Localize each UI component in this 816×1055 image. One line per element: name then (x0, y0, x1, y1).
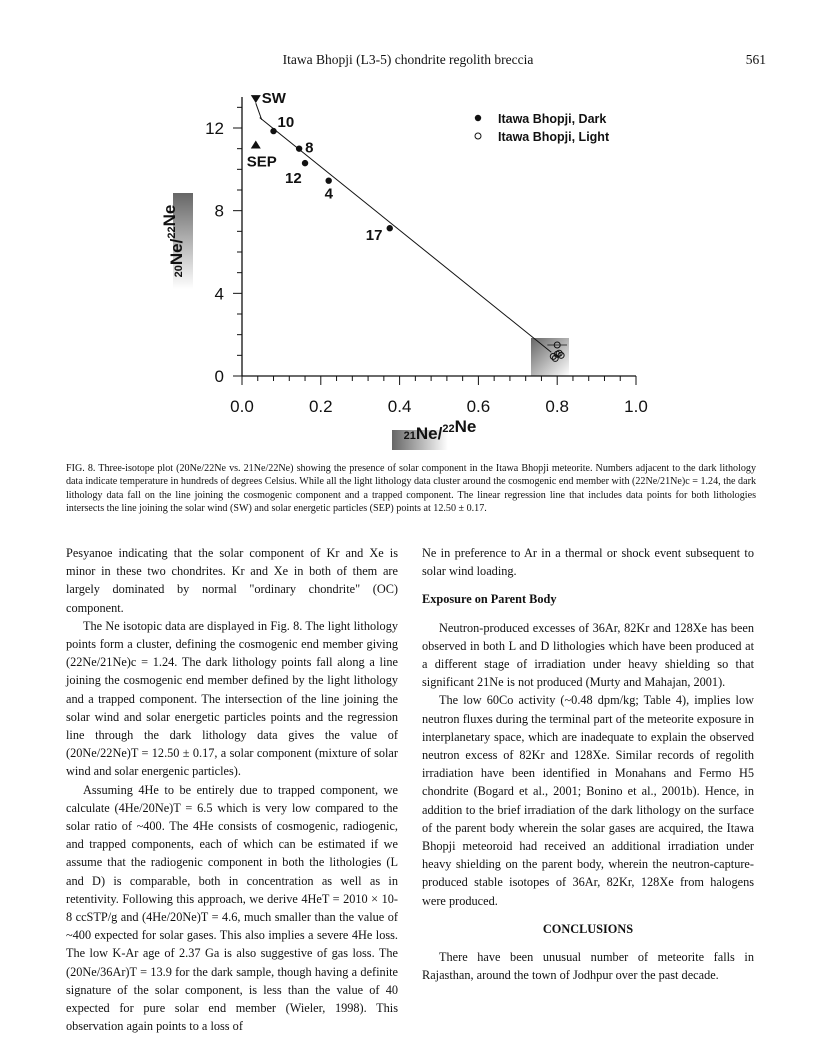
section-heading-exposure: Exposure on Parent Body (422, 592, 557, 607)
temperature-label: 17 (365, 227, 383, 245)
x-tick-label: 0.8 (545, 397, 570, 416)
legend-light-marker (475, 133, 481, 139)
section-heading-conclusions: CONCLUSIONS (542, 921, 634, 936)
temperature-label: 4 (324, 185, 334, 203)
three-isotope-chart (0, 0, 816, 460)
sep-marker (251, 141, 261, 149)
temperature-label: 12 (285, 170, 302, 188)
figure-caption (66, 462, 756, 516)
y-tick-label: 8 (214, 201, 224, 221)
right-paragraph-4: There have been unusual number of meteorite falls in Rajasthan, around the town of Jodhpur over the past decade. (422, 950, 754, 983)
temperature-label: 10 (277, 114, 295, 132)
dark-point (270, 128, 276, 134)
sep-label: SEP (246, 153, 277, 171)
legend-dark-label: Itawa Bhopji, Dark (498, 112, 607, 126)
dark-point (302, 160, 308, 166)
x-tick-label: 0.4 (387, 397, 412, 416)
legend-light-label: Itawa Bhopji, Light (498, 130, 610, 144)
regression-line (260, 118, 552, 353)
temperature-label: 8 (305, 139, 314, 157)
left-paragraph-2: The Ne isotopic data are displayed in Fig. 8. The light lithology points form a cluster, defining the cosmogenic end member giving (22Ne/21Ne)c = 1.24. The dark lithology points fall along a line joining the cosmogenic end member defined by the light lithology and a trapped component. The intersection of the line joining the solar wind and solar energetic particles points and the regression line through the dark lithology data gives the value of (20Ne/22Ne)T = 12.50 ± 0.17, a solar component (mixture of solar wind and solar energenic particles). (66, 618, 398, 779)
x-tick-label: 0.0 (230, 397, 254, 416)
caption-text: FIG. 8. Three-isotope plot (20Ne/22Ne vs. 21Ne/22Ne) showing the presence of solar component in the Itawa Bhopji meteorite. Numbers adjacent to the dark lithology data indicate temperature in hundreds of degrees Celsius. While all the light lithology data cluster around the cosmogenic end member with (22Ne/21Ne)c = 1.24, the dark lithology data fall on the line joining the cosmogenic component and a trapped component. The linear regression line that includes data points for both lithologies intersects the line joining the solar wind (SW) and solar energetic particles (SEP) points at 12.50 ± 0.17. (66, 463, 756, 515)
x-axis-label: $^{21}$Ne/$^{22}$Ne (403, 417, 477, 443)
right-paragraph-1: Ne in preference to Ar in a thermal or shock event subsequent to solar wind loading. (422, 546, 754, 579)
right-paragraph-2: Neutron-produced excesses of 36Ar, 82Kr and 128Xe has been observed in both L and D lithologies which have been produced at a different stage of irradiation under heavy shielding so that significant 21Ne is not produced (Murty and Mahajan, 2001). (422, 620, 754, 690)
dark-point (325, 178, 331, 184)
y-axis-label: $^{20}$Ne/$^{22}$Ne (160, 204, 186, 278)
sw-marker (251, 95, 261, 103)
dark-point (387, 225, 393, 231)
page-number: 561 (745, 52, 766, 67)
left-column (66, 544, 398, 1035)
y-tick-label: 0 (214, 367, 224, 386)
y-tick-label: 12 (205, 119, 224, 138)
x-tick-label: 0.6 (466, 397, 491, 416)
running-title: Itawa Bhopji (L3-5) chondrite regolith breccia (282, 52, 534, 67)
x-tick-label: 1.0 (624, 397, 648, 416)
left-paragraph-3: Assuming 4He to be entirely due to trapped component, we calculate (4He/20Ne)T = 6.5 which is very low compared to the solar ratio of ~400. The 4He consists of cosmogenic, radiogenic, and trapped components, each of which can be estimated if we assume that the radiogenic component in both the lithologies (L and D) is comparable, both in concentration as well as in retentivity. Following this approach, we derive 4HeT = 2010 × 10-8 ccSTP/g and (4He/20Ne)T = 4.6, much smaller than the value of ~400 expected for solar gases. This also implies a severe 4He loss. The low K-Ar age of 2.37 Ga is also suggestive of gas loss. The (20Ne/36Ar)T = 13.9 for the dark sample, though having a definite signature of the solar component, is less than the value of 40 expected for pure solar end member (Wieler, 1998). This observation again points to a loss of (66, 782, 398, 1034)
right-paragraph-3: The low 60Co activity (~0.48 dpm/kg; Table 4), implies low neutron fluxes during the terminal part of the meteorite exposure in interplanetary space, which are inadequate to explain the observed neutron excess of 82Kr and 128Xe. Similar records of regolith irradiation have been identified in Monahans and Fermo H5 chondrite (Bogard et al., 2001; Bonino et al., 2001b). Hence, in addition to the brief irradiation of the dark lithology on the surface of the parent body wherein the solar gases are acquired, the Itawa Bhopji meteoroid had received an additional irradiation under heavy shielding on the parent body, wherein the neutron-capture-produced stable isotopes of 36Ar, 82Kr, 128Xe from halogens were produced. (422, 693, 754, 908)
right-column (422, 544, 754, 984)
sw-label: SW (261, 90, 286, 108)
left-paragraph-1: Pesyanoe indicating that the solar component of Kr and Xe is minor in these two chondrites. Kr and Xe in both of them are largely dominated by normal "ordinary chondrite" (OC) component. (66, 546, 398, 615)
dark-point (296, 145, 302, 151)
legend-dark-marker (475, 115, 481, 121)
y-tick-label: 4 (214, 284, 224, 304)
x-tick-label: 0.2 (308, 397, 333, 416)
